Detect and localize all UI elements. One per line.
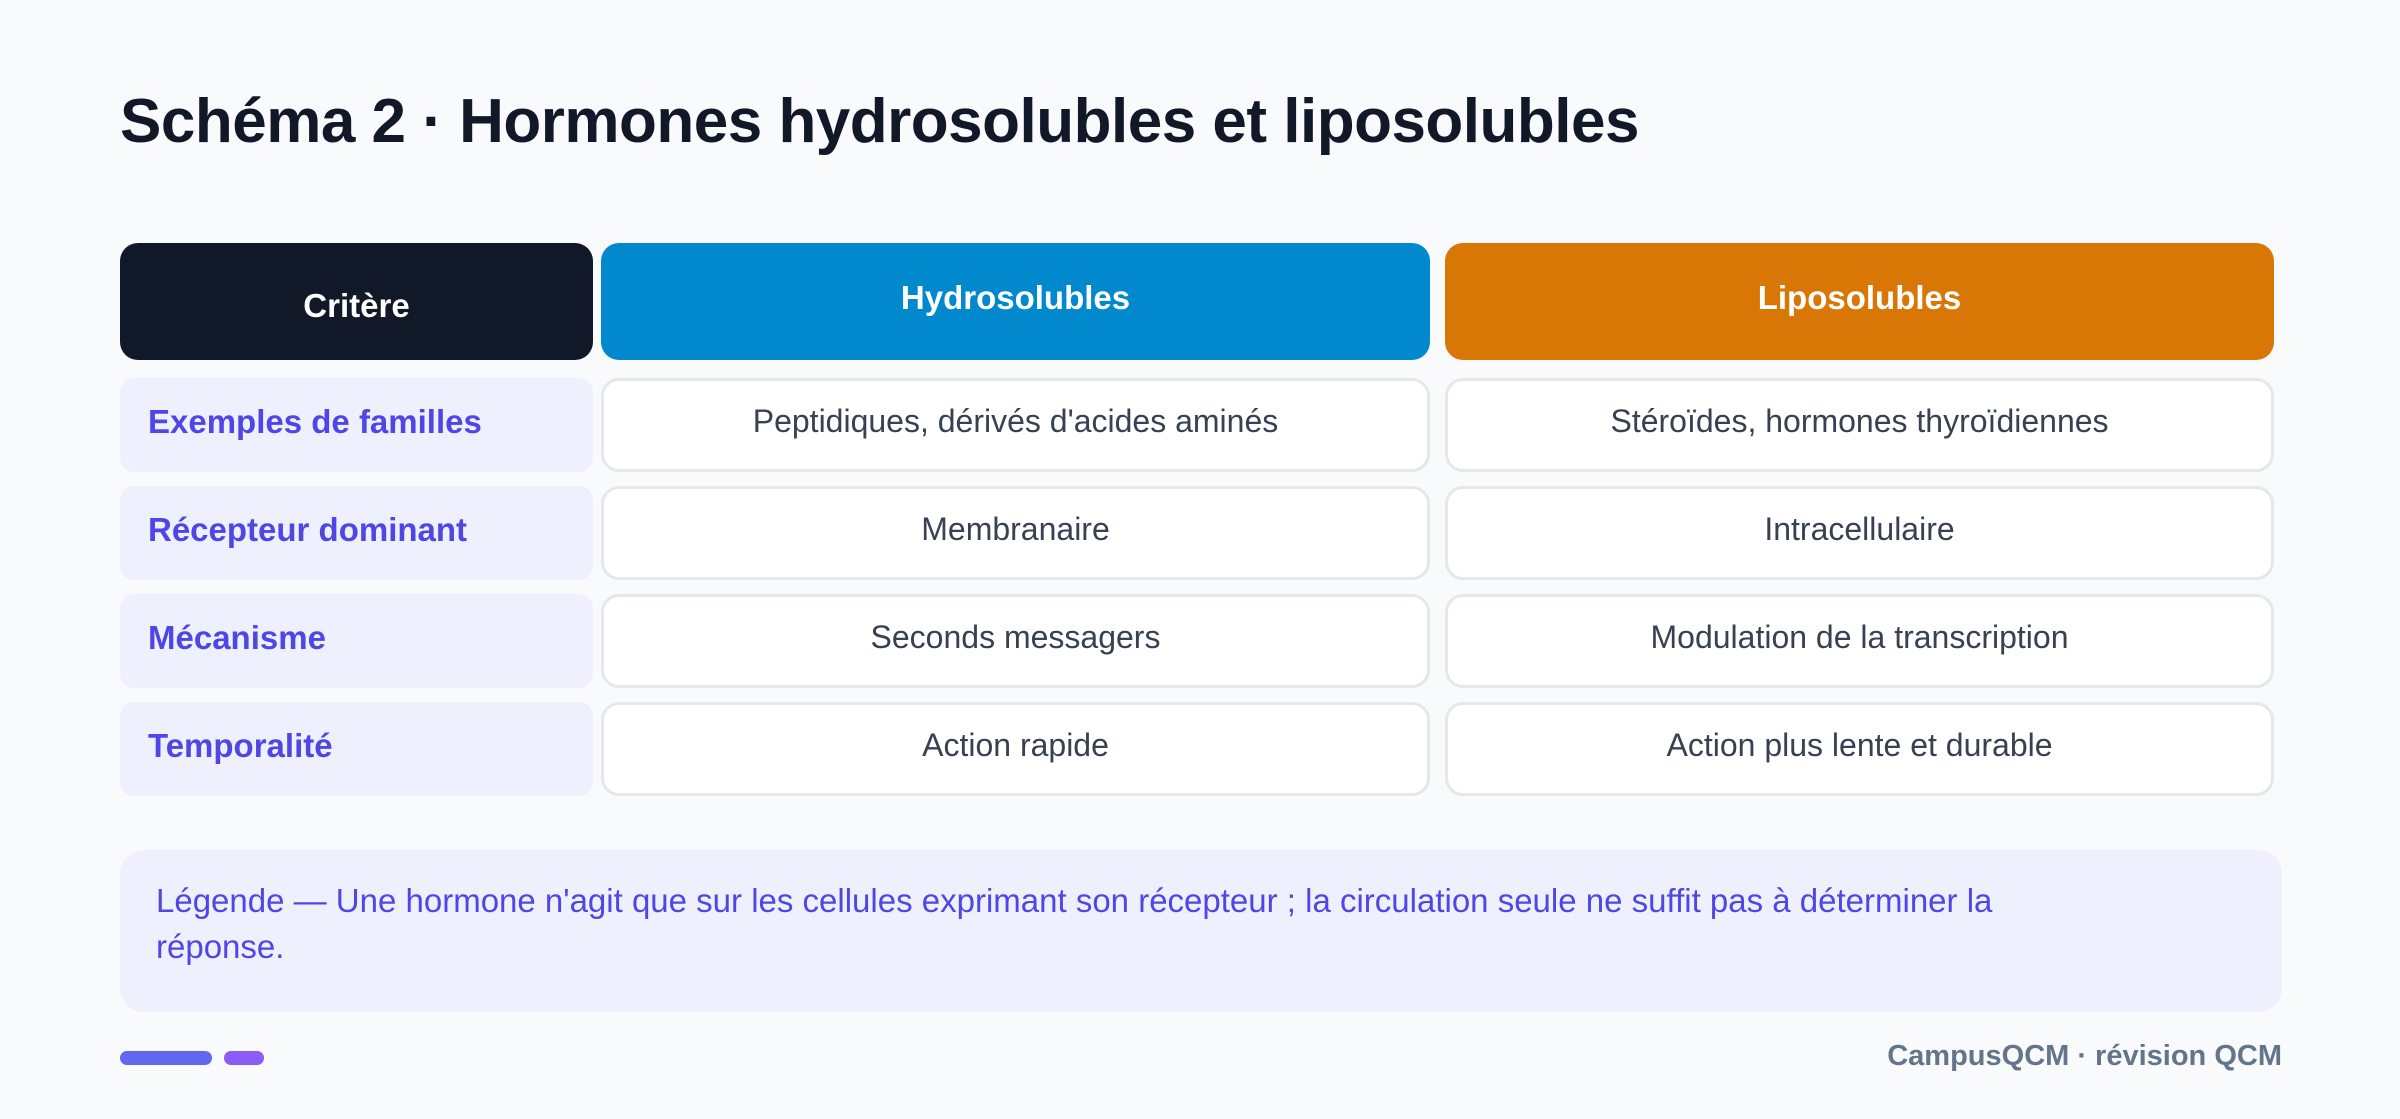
header-liposolubles: Liposolubles xyxy=(1445,243,2274,360)
page-title: Schéma 2 · Hormones hydrosolubles et liposolubles xyxy=(120,87,1639,156)
legend-box xyxy=(120,850,2282,1012)
comparison-table xyxy=(120,243,2277,810)
row-criterion: Récepteur dominant xyxy=(120,486,593,580)
table-row xyxy=(120,702,2277,796)
row-lipo-value: Modulation de la transcription xyxy=(1445,594,2274,688)
table-row xyxy=(120,378,2277,472)
table-header-row xyxy=(120,243,2277,360)
row-criterion: Mécanisme xyxy=(120,594,593,688)
table-row xyxy=(120,594,2277,688)
row-hydro-value: Seconds messagers xyxy=(601,594,1430,688)
header-criterion: Critère xyxy=(120,243,593,360)
accent-bar-secondary xyxy=(224,1051,264,1065)
row-lipo-value: Intracellulaire xyxy=(1445,486,2274,580)
row-criterion: Exemples de familles xyxy=(120,378,593,472)
table-row xyxy=(120,486,2277,580)
row-criterion: Temporalité xyxy=(120,702,593,796)
row-lipo-value: Action plus lente et durable xyxy=(1445,702,2274,796)
legend-text: Légende — Une hormone n'agit que sur les cellules exprimant son récepteur ; la circulation seule ne suffit pas à déterminer la réponse. xyxy=(156,882,1993,965)
row-hydro-value: Membranaire xyxy=(601,486,1430,580)
row-hydro-value: Peptidiques, dérivés d'acides aminés xyxy=(601,378,1430,472)
accent-bar-primary xyxy=(120,1051,212,1065)
brand-footer: CampusQCM · révision QCM xyxy=(1887,1040,2282,1072)
header-hydrosolubles: Hydrosolubles xyxy=(601,243,1430,360)
row-lipo-value: Stéroïdes, hormones thyroïdiennes xyxy=(1445,378,2274,472)
row-hydro-value: Action rapide xyxy=(601,702,1430,796)
